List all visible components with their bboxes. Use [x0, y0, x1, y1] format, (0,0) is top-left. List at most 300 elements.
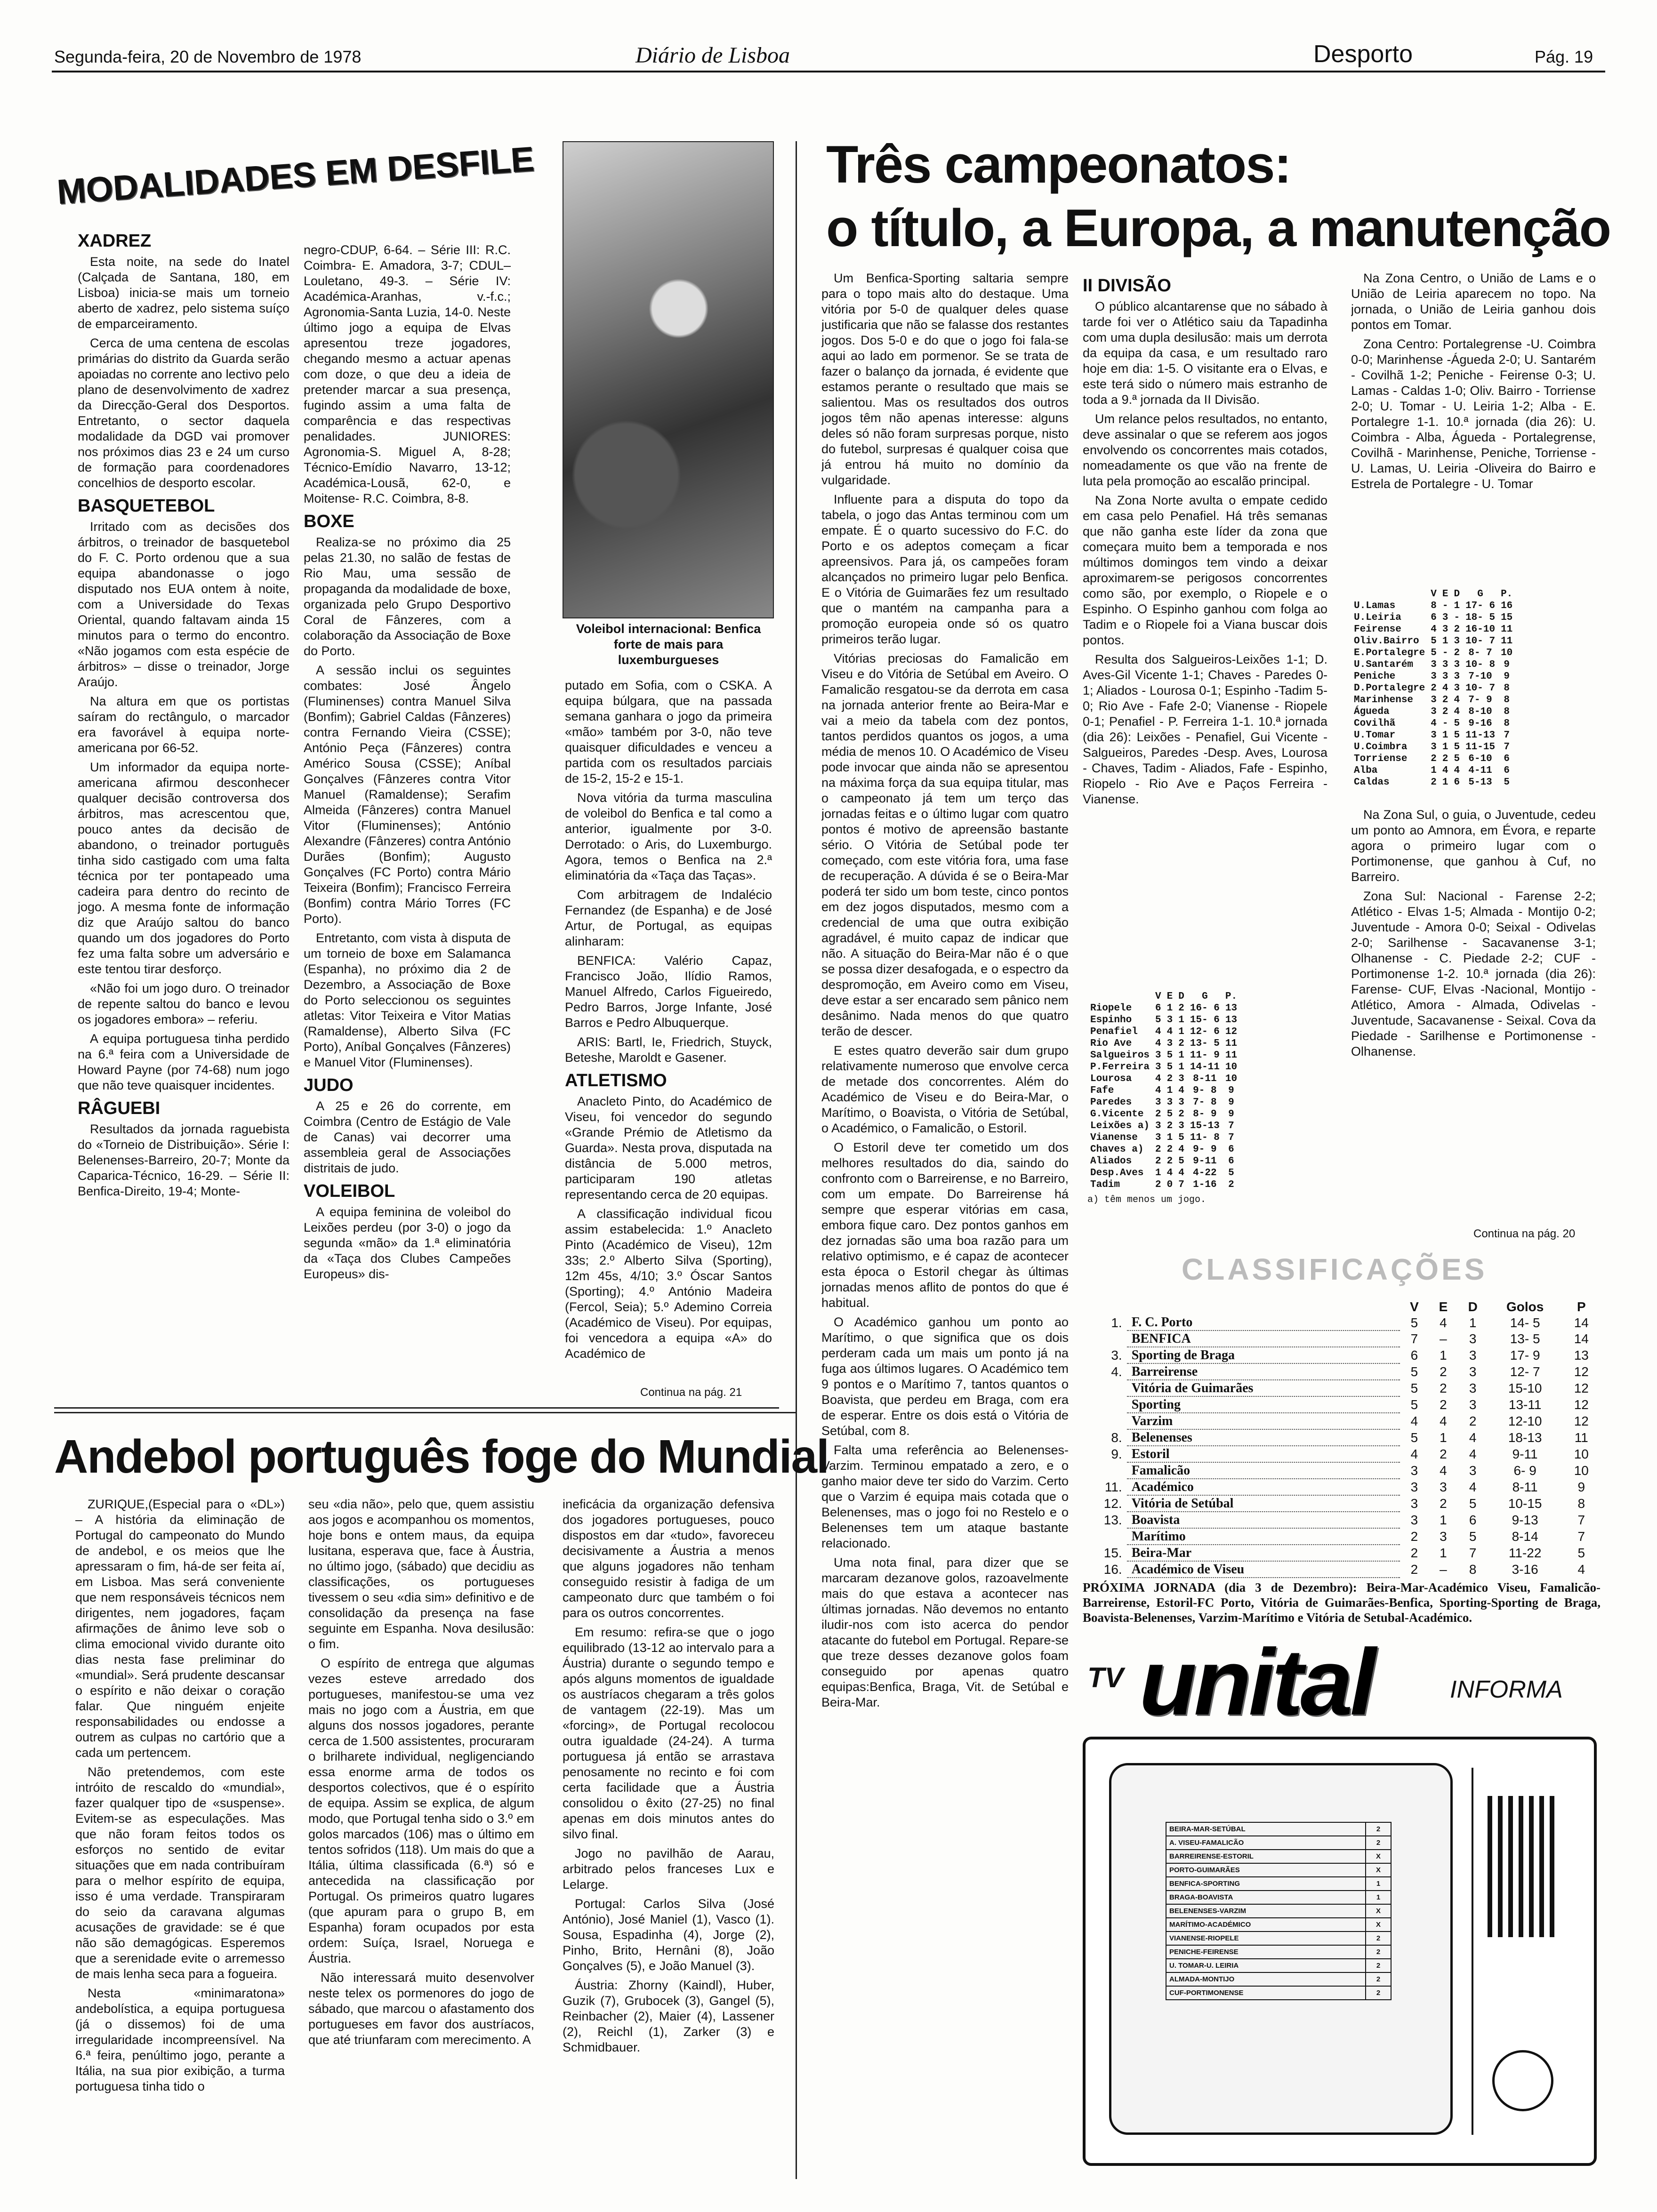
andebol-c3: Jogo no pavilhão de Aarau, arbitrado pelos franceses Lux e Lelarge. [563, 1846, 774, 1891]
totobola-game: PORTO-GUIMARÃES [1166, 1863, 1366, 1877]
cls-cell: 3. [1111, 1348, 1122, 1362]
cls-cell: 2 [1440, 1496, 1447, 1511]
norte-cell: 7 [1228, 1121, 1234, 1131]
centro-team: U.Leiria [1354, 612, 1401, 623]
zona-centro-table [1351, 588, 1596, 788]
centro-cell: 8-10 [1468, 706, 1492, 717]
centro-row [1351, 600, 1515, 612]
cls-row [1083, 1561, 1601, 1578]
cls-cell: 12 [1574, 1381, 1589, 1395]
centro-cell: 5 [1431, 648, 1437, 658]
totobola-game: MARÍTIMO-ACADÉMICO [1166, 1918, 1366, 1931]
totobola-row [1166, 1972, 1391, 1986]
totobola-result: X [1366, 1904, 1391, 1918]
cls-cell: 5 [1410, 1430, 1418, 1445]
cls-cell: 3 [1440, 1480, 1447, 1494]
totobola-result: 2 [1366, 1959, 1391, 1972]
cls-cell: 5 [1469, 1496, 1477, 1511]
cls-cell: 12 [1574, 1397, 1589, 1412]
centro-header-cell: G [1477, 589, 1483, 600]
cls-cell: 5 [1410, 1364, 1418, 1379]
basquetebol-title: BASQUETEBOL [78, 496, 215, 516]
centro-cell: 10 [1501, 648, 1513, 658]
cls-team: Vitória de Guimarães [1127, 1380, 1400, 1396]
cls-cell [1083, 1380, 1127, 1396]
cls-cell: 1. [1111, 1315, 1122, 1330]
cls-team: Famalicão [1127, 1462, 1400, 1479]
cls-cell: 1 [1469, 1315, 1477, 1330]
basquete-p4: «Não foi um jogo duro. O treinador de repente saltou do banco e levou os jogadores embora» – referiu. [78, 981, 290, 1026]
centro-cell: 2 [1442, 695, 1448, 705]
norte-header-cell: D [1178, 991, 1184, 1002]
cls-row [1083, 1380, 1601, 1396]
cls-header-cell: E [1439, 1299, 1448, 1314]
cls-team: Barreirense [1127, 1363, 1400, 1380]
centro-cell: 1 [1454, 601, 1460, 611]
andebol-b3: Não interessará muito desenvolver neste telex os pormenores do jogo de sábado, que marcou o afastamento dos portugueses em favor dos austríacos, que até triunfaram com merecimento. A [308, 1971, 534, 2047]
centro-row [1351, 659, 1515, 671]
tv-ad [1078, 1630, 1601, 2179]
norte-cell: 1 [1166, 1085, 1173, 1096]
tres-c1-p6: O Académico ganhou um ponto ao Marítimo, o que significa que os dois perderam cada um mais um ponto já na fuga aos últimos lugares. O Académico tem 9 pontos e o Marítimo 7, tantos quantos o Boavista, que perdeu em Braga, com era de esperar. Entre os dois está o Vitória de Setúbal, com 8. [821, 1315, 1069, 1438]
norte-team: Rio Ave [1090, 1038, 1132, 1049]
norte-cell: 13 [1225, 1015, 1238, 1026]
norte-cell: 4 [1155, 1085, 1161, 1096]
centro-row [1351, 682, 1515, 694]
cls-cell: 8-11 [1512, 1480, 1538, 1494]
cls-cell: 13. [1103, 1513, 1122, 1527]
centro-row [1351, 753, 1515, 765]
norte-cell: 3 [1166, 1038, 1173, 1049]
cls-cell: 14 [1574, 1315, 1589, 1330]
totobola-result: 1 [1366, 1877, 1391, 1891]
centro-row [1351, 671, 1515, 682]
tv-label: TV [1087, 1662, 1124, 1693]
centro-cell: 4 [1431, 718, 1437, 729]
col3-p4: BENFICA: Valério Capaz, Francisco João, Ilídio Ramos, Manuel Alfredo, Carlos Figueiredo, Pedro Barros, Jorge Infante, José Barros e Pedro Albuquerque. [565, 954, 772, 1030]
cls-cell: 5 [1577, 1546, 1585, 1560]
centro-cell: 1 [1431, 765, 1437, 776]
col3-p1: putado em Sofia, com o CSKA. A equipa búlgara, que na passada semana ganhara o jogo da primeira «mão» também por 3-0, não teve quaisquer dificuldades e venceu a partida com os resultados parciais de 15-2, 15-2 e 15-1. [565, 678, 772, 785]
centro-cell: 5 [1454, 730, 1460, 741]
centro-cell: 2 [1442, 706, 1448, 717]
centro-cell: 3 [1454, 636, 1460, 647]
volei-p1: A equipa feminina de voleibol do Leixões perdeu (por 3-0) o jogo da segunda «mão» da 1.ª eliminatória da «Taça dos Clubes Campeões Europeus» dis- [304, 1205, 511, 1281]
centro-row [1351, 765, 1515, 777]
centro-row [1351, 741, 1515, 753]
centro-team: U.Coimbra [1354, 742, 1408, 753]
norte-cell: 11- 9 [1190, 1050, 1220, 1061]
totobola-row [1166, 1877, 1391, 1891]
andebol-a2: Não pretendemos, com este intróito de rescaldo do «mundial», fazer qualquer tipo de «suspense». Evitem-se as especulações. Mas que não foram feitos todos os esforços no sentido de evitar situações que em nada contribuíram para o melhor espírito de equipa, isso é uma verdade. Transpiraram do seio da caravana algumas acusações de gravidade: se é que não são demagógicas. Esperemos que a serenidade evite o arremesso de mais lenha seca para a fogueira. [75, 1765, 285, 1981]
norte-cell: 15-13 [1190, 1121, 1220, 1131]
centro-cell: 8 [1504, 706, 1510, 717]
centro-team: Torriense [1354, 753, 1408, 764]
cls-cell: 5 [1410, 1397, 1418, 1412]
centro-cell: - [1442, 601, 1448, 611]
totobola-game: BENFICA-SPORTING [1166, 1877, 1366, 1891]
tres-col-3 [1351, 271, 1596, 586]
norte-cell: 5 [1166, 1062, 1173, 1073]
norte-cell: 9 [1228, 1085, 1234, 1096]
informa-label: INFORMA [1450, 1676, 1563, 1703]
norte-team: Salgueiros [1090, 1050, 1150, 1061]
cls-cell: 9-13 [1512, 1513, 1538, 1527]
centro-cell: 7-10 [1468, 671, 1492, 682]
cls-cell: 3 [1469, 1463, 1477, 1478]
centro-cell: 6 [1431, 612, 1437, 623]
norte-cell: 8-11 [1193, 1074, 1217, 1084]
cls-cell: 5 [1410, 1315, 1418, 1330]
norte-cell: 4 [1166, 1026, 1173, 1037]
centro-cell: 9-16 [1468, 718, 1492, 729]
cls-cell: 8. [1111, 1430, 1122, 1445]
cls-row [1083, 1347, 1601, 1363]
cls-cell: 15. [1103, 1546, 1122, 1560]
cls-header-cell [1127, 1299, 1400, 1314]
norte-note: a) têm menos um jogo. [1087, 1194, 1207, 1205]
centro-cell: 11-13 [1465, 730, 1496, 741]
atletismo-p2: A classificação individual ficou assim estabelecida: 1.º Anacleto Pinto (Académico de Viseu), 12m 33s; 2.º Alberto Silva (Sporting), 12m 45s, 4/10; 3.º Óscar Santos (Sporting); 4.º António Madeira (Fercol, Seia); 5.º Ademino Correia (Académico de Viseu). Por equipas, foi vencedora a equipa «A» do Académico de [565, 1207, 772, 1361]
cls-cell: 4 [1469, 1447, 1477, 1461]
totobola-game: PENICHE-FEIRENSE [1166, 1945, 1366, 1959]
norte-cell: 2 [1155, 1156, 1161, 1167]
totobola-result: 2 [1366, 1822, 1391, 1836]
centro-cell: 3 [1442, 612, 1448, 623]
centro-cell: 4 [1442, 765, 1448, 776]
centro-cell: 11-15 [1465, 742, 1496, 753]
norte-row [1087, 1073, 1240, 1085]
andebol-c5: Áustria: Zhorny (Kaindl), Huber, Guzik (7), Grubocek (3), Gangel (5), Reinbacher (2), Maier (4), Lassener (2), Reichl (1), Zarker (3) e Schmidbauer. [563, 1978, 774, 2054]
centro-cell: 6 [1454, 777, 1460, 788]
totobola-result: 2 [1366, 1945, 1391, 1959]
tres-c1-p4: E estes quatro deverão sair dum grupo relativamente numeroso que envolve cerca de metade dos concorrentes. Além do Académico de Viseu e do Beira-Mar, o Marítimo, o Boavista, o Vitória de Setúbal, o Académico, o Famalicão, o Estoril. [821, 1043, 1069, 1135]
totobola-result: 2 [1366, 1931, 1391, 1945]
cls-cell: 12-10 [1508, 1414, 1542, 1428]
cls-cell: 1 [1440, 1430, 1447, 1445]
cls-header-cell: P [1577, 1299, 1586, 1314]
centro-cell: - [1442, 648, 1448, 658]
cls-cell: 9 [1577, 1480, 1585, 1494]
andebol-a1: ZURIQUE,(Especial para o «DL») – A história da eliminação de Portugal do campeonato do Mundo de andebol, e os meios que lhe apressaram o fim, há-de ser feita aí, em Lisboa. Mas será conveniente que nem responsáveis técnicos nem dirigentes, nem jogadores, façam afirmações de ânimo leve sob o clima emocional vivido durante oito dias nesta fase preliminar do «mundial». Será prudente descansar o espírito e não deixar o coração falar. Que ninguém enjeite responsabilidades ou endosse a outrem as culpas no cartório que a cada um pertencem. [75, 1497, 285, 1760]
centro-cell: 2 [1431, 753, 1437, 764]
tres-continua: Continua na pág. 20 [1473, 1227, 1576, 1240]
centro-cell: 6 [1504, 765, 1510, 776]
centro-cell: 3 [1431, 671, 1437, 682]
ii-divisao-title: II DIVISÃO [1083, 276, 1171, 296]
norte-team: Penafiel [1090, 1026, 1138, 1037]
norte-cell: 5 [1166, 1050, 1173, 1061]
norte-cell: 5 [1166, 1109, 1173, 1120]
andebol-c4: Portugal: Carlos Silva (José António), José Maniel (1), Vasco (1). Sousa, Espadinha (4), Jorge (2), Pinho, Brito, Hernâni (8), João Gonçalves (5), e João Manuel (3). [563, 1897, 774, 1973]
tres-c1-p8: Uma nota final, para dizer que se marcaram dezanove golos, razoavelmente mais do que estava a acontecer nas últimas jornadas. Não devemos no entanto iludir-nos com isto acerca do pendor atacante do futebol em Portugal. Repare-se que treze desses dezanove golos foam conseguido por apenas quatro equipas:Benfica, Braga, Vit. de Setúbal e Beira-Mar. [821, 1555, 1069, 1709]
norte-cell: 2 [1178, 1109, 1184, 1120]
centro-cell: 3 [1454, 659, 1460, 670]
andebol-headline: Andebol português foge do Mundial [54, 1430, 828, 1483]
norte-cell: 12- 6 [1190, 1026, 1220, 1037]
cls-cell: – [1440, 1562, 1447, 1577]
tres-c1-p5: O Estoril deve ter cometido um dos melhores resultados do dia, saindo do confronto com o Barreirense, e no Barreiro, com um empate. Do Barreirense há sempre que esperar vitórias em casa, embora fique caro. Dez pontos ganhos em dez jornadas são uma boa razão para um relativo optimismo, e é capaz de acontecer esta época o Estoril chegar às últimas jornadas menos aflito de pontos do que é habitual. [821, 1140, 1069, 1310]
centro-row [1351, 635, 1515, 647]
cls-cell [1083, 1462, 1127, 1479]
cls-row [1083, 1413, 1601, 1429]
norte-cell: 5 [1178, 1132, 1184, 1143]
centro-cell: 8 [1431, 601, 1437, 611]
centro-standings [1351, 588, 1515, 788]
basquete-p2: Na altura em que os portistas saíram do rectângulo, o marcador era favorável à equipa norte-americana por 66-52. [78, 694, 290, 755]
xadrez-p1: Esta noite, na sede do Inatel (Calçada de Santana, 180, em Lisboa) inicia-se mais um torneio aberto de xadrez, pelo sistema suíço de emparceiramento. [78, 255, 290, 331]
centro-cell: 3 [1431, 730, 1437, 741]
volleyball-photo [563, 141, 774, 618]
cls-cell: 3 [1469, 1364, 1477, 1379]
centro-cell: 3 [1442, 624, 1448, 635]
norte-cell: 6 [1228, 1156, 1234, 1167]
modalidades-col-3 [565, 678, 772, 1403]
norte-cell: 3 [1178, 1097, 1184, 1108]
totobola-result: 2 [1366, 1836, 1391, 1850]
centro-cell: 2 [1431, 683, 1437, 694]
tres-c2-p2: Um relance pelos resultados, no entanto, deve assinalar o que se referem aos jogos envolvendo os concorrentes mais cotados, nomeadamente os que vão na frente de luta pela promoção ao escalão principal. [1083, 412, 1327, 488]
norte-cell: 4 [1178, 1168, 1184, 1178]
basquete-p3: Um informador da equipa norte-americana afirmou desconhecer qualquer decisão controversa dos árbitros, mas acrescentou que, pouco antes da decisão de abandono, o treinador português tinha sido castigado com uma falta técnica por ter pontapeado uma cadeira para dentro do recinto de jogo. A mesma fonte de informação diz que Araújo saltou do banco quando um dos jogadores do Porto fez uma falta sobre um adversário e este tentou tirar desforço. [78, 760, 290, 976]
centro-cell: 6-10 [1468, 753, 1492, 764]
cls-cell: 12- 7 [1510, 1364, 1540, 1379]
centro-cell: 3 [1454, 671, 1460, 682]
tres-col-2 [1083, 271, 1327, 991]
tres-headline-2: o título, a Europa, a manutenção [826, 199, 1610, 257]
centro-cell: 4 [1454, 765, 1460, 776]
totobola-result: 2 [1366, 1972, 1391, 1986]
cls-team: F. C. Porto [1127, 1314, 1400, 1330]
norte-team: Fafe [1090, 1085, 1114, 1096]
centro-cell: 5 [1454, 753, 1460, 764]
andebol-a3: Nesta «minimaratona» andebolística, a equipa portuguesa (já o dissemos) foi de uma irregularidade incompreensível. Na 6.ª feira, penúltimo jogo, perante a Itália, na sua pior exibição, a turma portuguesa tinha tido o [75, 1986, 285, 2093]
centro-cell: 6 [1504, 753, 1510, 764]
totobola-table [1166, 1822, 1392, 2000]
norte-cell: 5 [1228, 1168, 1234, 1178]
cls-cell: 3-16 [1512, 1562, 1538, 1577]
norte-row [1087, 1038, 1240, 1050]
norte-cell: 15- 6 [1190, 1015, 1220, 1026]
cls-cell: 3 [1469, 1397, 1477, 1412]
norte-cell: 6 [1228, 1144, 1234, 1155]
cls-cell: 13 [1574, 1348, 1589, 1362]
centro-team: Alba [1354, 765, 1378, 776]
centro-header-cell: E [1442, 589, 1448, 600]
norte-cell: 16- 6 [1190, 1003, 1220, 1014]
norte-cell: 4-22 [1193, 1168, 1217, 1178]
centro-cell: 3 [1454, 683, 1460, 694]
centro-team: U.Lamas [1354, 601, 1396, 611]
centro-row [1351, 706, 1515, 718]
tres-c2-p1: O público alcantarense que no sábado à tarde foi ver o Atlético saiu da Tapadinha com uma dupla desilusão: mais um derrota da equipa da casa, e um resultado raro hoje em dia: 1-5. O visitante era o Elvas, e este terá sido o número mais estranho de toda a 9.ª jornada da II Divisão. [1083, 299, 1327, 407]
centro-header-cell: V [1431, 589, 1437, 600]
boxe-p1: Realiza-se no próximo dia 25 pelas 21.30, no salão de festas de Rio Mau, uma sessão de propaganda da modalidade de boxe, organizada pelo Grupo Desportivo Coral de Fânzeres, com a colaboração da Associação de Boxe do Porto. [304, 535, 511, 658]
norte-cell: 0 [1166, 1179, 1173, 1190]
cls-team: Sporting [1127, 1396, 1400, 1413]
basquete-p5: A equipa portuguesa tinha perdido na 6.ª feira com a Universidade de Howard Payne (por 74-68) num jogo que não teve quaisquer incidentes. [78, 1032, 290, 1092]
cls-cell: 4 [1440, 1414, 1447, 1428]
norte-cell: 8- 9 [1193, 1109, 1217, 1120]
cls-row [1083, 1396, 1601, 1413]
norte-cell: 7- 8 [1193, 1097, 1217, 1108]
tres-c1-p1: Um Benfica-Sporting saltaria sempre para o topo mais alto do destaque. Uma vitória por 5-0 de qualquer deles quase justificaria que não se falasse dos restantes jogos. Dos 5-0 e do que o jogo foi fala-se aqui ao lado em pormenor. Se se trata de fazer o balanço da jornada, é evidente que estamos perante o resultado que mais se salientou. Mas os resultados dos outros jogos têm não apenas interesse: alguns deles só não foram surpresas porque, nisto do futebol, surpresas é qualquer coisa que já entrou há muito no domínio da vulgaridade. [821, 271, 1069, 487]
centro-row [1351, 777, 1515, 788]
centro-cell: 11 [1501, 624, 1513, 635]
totobola-row [1166, 1904, 1391, 1918]
cls-header-cell [1083, 1299, 1127, 1314]
norte-cell: 10 [1225, 1074, 1238, 1084]
centro-team: Peniche [1354, 671, 1396, 682]
cls-cell: 4. [1111, 1364, 1122, 1379]
centro-cell: 1 [1442, 742, 1448, 753]
andebol-b1: seu «dia não», pelo que, quem assistiu aos jogos e acompanhou os momentos, hoje bons e ontem maus, da equipa lusitana, esperava que, face à Áustria, no último jogo, (sábado) que decidiu as classificações, os portugueses tivessem o seu «dia sim» definitivo e de consolidação da presença na fase seguinte em Espanha. Nova desilusão: o fim. [308, 1497, 534, 1651]
norte-cell: 3 [1155, 1132, 1161, 1143]
centro-row [1351, 729, 1515, 741]
norte-row [1087, 1144, 1240, 1155]
xadrez-title: XADREZ [78, 231, 152, 251]
norte-cell: 5 [1155, 1015, 1161, 1026]
centro-cell: 15 [1501, 612, 1513, 623]
norte-cell: 2 [1155, 1179, 1161, 1190]
cls-cell: 11 [1574, 1430, 1588, 1445]
cls-row [1083, 1330, 1601, 1347]
norte-cell: 1 [1166, 1132, 1173, 1143]
boxe-p3: Entretanto, com vista à disputa de um torneio de boxe em Salamanca (Espanha), no próximo dia 2 de Dezembro, a Associação de Boxe do Porto seleccionou os seguintes atletas: Vitor Teixeira e Vitor Matias (Ramaldense), Alberto Silva (FC Porto), Aníbal Gonçalves (Fânzeres) e Manuel Vitor (Fluminenses). [304, 931, 511, 1069]
totobola-row [1166, 1863, 1391, 1877]
cls-cell: 4 [1410, 1414, 1418, 1428]
cls-team: Vitória de Setúbal [1127, 1495, 1400, 1512]
tv-knob [1492, 2050, 1553, 2111]
norte-header-cell: P. [1225, 991, 1238, 1002]
cls-cell: 5 [1469, 1529, 1477, 1544]
unital-logo: unital [1139, 1630, 1374, 1735]
norte-cell: 4 [1155, 1074, 1161, 1084]
norte-cell: 11- 8 [1190, 1132, 1220, 1143]
norte-cell: 3 [1166, 1097, 1173, 1108]
totobola-row [1166, 1836, 1391, 1850]
centro-cell: 17- 6 [1465, 601, 1496, 611]
modalidades-col-2 [304, 242, 511, 1398]
col2-p1: negro-CDUP, 6-64. – Série III: R.C. Coimbra- E. Amadora, 3-7; CDUL–Louletano, 49-3. – Série IV: Académica-Aranhas, v.-f.c.; Agronomia-Santa Luzia, 14-0. Neste último jogo a equipa de Elvas apresentou treze jogadores, chegando mesmo a actuar apenas com doze, o que deu a ideia de pretender marcar a sua presença, fugindo assim a uma falta de comparência e das respectivas penalidades. JUNIORES: Agronomia-S. Miguel A, 8-28; Técnico-Emídio Navarro, 13-12; Académica-Lousã, 62-0, e Moitense- R.C. Coimbra, 8-8. [304, 243, 511, 505]
norte-header-cell: E [1166, 991, 1173, 1002]
cls-row [1083, 1314, 1601, 1330]
totobola-game: BRAGA-BOAVISTA [1166, 1891, 1366, 1904]
cls-cell: 2 [1469, 1414, 1477, 1428]
cls-team: Belenenses [1127, 1429, 1400, 1446]
norte-row [1087, 1050, 1240, 1061]
judo-p1: A 25 e 26 do corrente, em Coimbra (Centro de Estágio de Vale de Canas) vai decorrer uma assembleia geral de Associações distritais de judo. [304, 1099, 511, 1175]
cls-cell: 12 [1574, 1414, 1589, 1428]
centro-cell: 5 [1454, 742, 1460, 753]
cls-cell: 4 [1577, 1562, 1585, 1577]
cls-cell: 4 [1469, 1430, 1477, 1445]
centro-cell: 2 [1454, 624, 1460, 635]
norte-row [1087, 1061, 1240, 1073]
section-name: Desporto [1313, 40, 1413, 68]
cls-header-cell: V [1410, 1299, 1419, 1314]
tres-c3-p2: Zona Centro: Portalegrense -U. Coimbra 0-0; Marinhense -Águeda 2-0; U. Santarém - Covilhã 1-2; Peniche - Feirense 0-3; U. Lamas - Caldas 1-0; Oliv. Bairro - Torriense 2-0; U. Tomar - U. Leiria 1-2; Alba - E. Portalegre 1-1. 10.ª jornada (dia 26): U. Coimbra - Alba, Águeda - Portalegrense, Covilhã - Marinhense, Peniche, Torriense - U. Lamas, U. Leiria -Oliveira do Bairro e Estrela de Portalegre - U. Tomar [1351, 337, 1596, 491]
centro-cell: 10- 7 [1465, 636, 1496, 647]
centro-cell: 9 [1504, 671, 1510, 682]
tres-c2-p4: Resulta dos Salgueiros-Leixões 1-1; D. Aves-Gil Vicente 1-1; Chaves - Paredes 0-1; Aliados - Lourosa 0-1; Espinho -Tadim 5-0; Rio Ave - Fafe 2-0; Vianense - Riopele 0-1; Penafiel - P. Ferreira 1-1. 10.ª jornada (dia 26): Leixões - Penafiel, Gui Vicente - Salgueiros, Paredes -Desp. Aves, Lourosa - Chaves, Tadim - Aliados, Fafe - Espinho, Riopelo - Rio Ave e Paços Ferreira - Vianense. [1083, 652, 1327, 806]
andebol-col-1 [75, 1497, 285, 2174]
centro-cell: 8 [1504, 683, 1510, 694]
cls-cell: 8 [1577, 1496, 1585, 1511]
tres-c2-p3: Na Zona Norte avulta o empate cedido em casa pelo Penafiel. Há três semanas que não ganha este líder da zona que começara muito bem a temporada e nos múltimos domingos tem vindo a deixar aproximarem-se perigosos concorrentes como são, por exemplo, o Riopele e o Espinho. O Espinho ganhou com folga ao Tadim e o Riopele foi a Viana buscar dois pontos. [1083, 493, 1327, 647]
modalidades-bottom-rule [54, 1407, 779, 1409]
totobola-game: U. TOMAR-U. LEIRIA [1166, 1959, 1366, 1972]
centro-team: U.Santarém [1354, 659, 1414, 670]
norte-team: P.Ferreira [1090, 1062, 1150, 1073]
centro-team: D.Portalegre [1354, 683, 1425, 694]
basquete-p1: Irritado com as decisões dos árbitros, o treinador de basquetebol do F. C. Porto ordenou que a sua equipa abandonasse o jogo disputado nos EUA ontem à noite, com a Universidade do Texas Oriental, quando faltavam ainda 15 minutos para o termo do encontro. «Não jogamos com esta espécie de árbitros» – disse o treinador, Jorge Araújo. [78, 520, 290, 689]
proxima-jornada: PRÓXIMA JORNADA (dia 3 de Dezembro): Beira-Mar-Académico Viseu, Famalicão-Barreirense, Estoril-FC Porto, Vitória de Guimarães-Benfica, Sporting-Sporting de Braga, Boavista-Belenenses, Varzim-Marítimo e Vitória de Setubal-Académico. [1083, 1580, 1601, 1625]
atletismo-p1: Anacleto Pinto, do Académico de Viseu, foi vencedor do segundo «Grande Prémio de Atletismo da Guarda». Nesta prova, disputada na distância de 5.000 metros, participaram 190 atletas representando cerca de 20 equipas. [565, 1094, 772, 1202]
centro-team: Caldas [1354, 777, 1390, 788]
norte-cell: 12 [1225, 1026, 1238, 1037]
centro-cell: 7- 9 [1468, 695, 1492, 705]
cls-team: Sporting de Braga [1127, 1347, 1400, 1363]
atletismo-title: ATLETISMO [565, 1071, 667, 1090]
cls-cell: 8 [1469, 1562, 1477, 1577]
cls-cell: 14 [1574, 1331, 1589, 1346]
norte-header-cell: V [1155, 991, 1161, 1002]
classificacoes-table-wrap [1083, 1299, 1601, 1625]
centro-row [1351, 647, 1515, 659]
cls-row [1083, 1495, 1601, 1512]
totobola-result: 2 [1366, 1986, 1391, 2000]
centro-team: Covilhã [1354, 718, 1396, 729]
norte-header-row [1087, 991, 1240, 1002]
totobola-game: BARREIRENSE-ESTORIL [1166, 1850, 1366, 1863]
norte-cell: 9 [1228, 1097, 1234, 1108]
totobola-row [1166, 1822, 1391, 1836]
centro-cell: 3 [1442, 659, 1448, 670]
tres-c3-p1: Na Zona Centro, o União de Lams e o União de Leiria aparecem no topo. Na jornada, o União de Leiria ganhou dois pontos em Tomar. [1351, 271, 1596, 332]
centro-cell: 1 [1442, 777, 1448, 788]
centro-cell: 3 [1431, 695, 1437, 705]
cls-cell: 4 [1410, 1447, 1418, 1461]
cls-team: Académico [1127, 1479, 1400, 1495]
norte-cell: 1 [1178, 1026, 1184, 1037]
norte-cell: 13 [1225, 1003, 1238, 1014]
centro-row [1351, 718, 1515, 729]
raguebi-p1: Resultados da jornada raguebista do «Torneio de Distribuição». Série I: Belenenses-Barreiro, 20-7; Monte da Caparica-Técnico, 16-29. – Série II: Benfica-Direito, 19-4; Monte- [78, 1122, 290, 1198]
cls-cell: 16. [1103, 1562, 1122, 1577]
cls-cell: 1 [1440, 1348, 1447, 1362]
totobola-game: CUF-PORTIMONENSE [1166, 1986, 1366, 2000]
centro-team: U.Tomar [1354, 730, 1396, 741]
andebol-top-rule [54, 1412, 796, 1413]
norte-row [1087, 1179, 1240, 1191]
centro-cell: 5 [1504, 777, 1510, 788]
totobola-row [1166, 1850, 1391, 1863]
cls-cell: 4 [1440, 1463, 1447, 1478]
norte-cell: 2 [1166, 1144, 1173, 1155]
totobola-row [1166, 1945, 1391, 1959]
tres-headline-1: Três campeonatos: [826, 135, 1291, 194]
cls-header-cell: Golos [1506, 1299, 1544, 1314]
norte-cell: 1 [1166, 1003, 1173, 1014]
header-blank [1087, 991, 1152, 1002]
cls-cell: 3 [1410, 1480, 1418, 1494]
centro-cell: 3 [1431, 706, 1437, 717]
cls-cell [1083, 1413, 1127, 1429]
cls-cell: 7 [1577, 1529, 1585, 1544]
norte-cell: 4 [1155, 1038, 1161, 1049]
norte-row [1087, 1085, 1240, 1097]
